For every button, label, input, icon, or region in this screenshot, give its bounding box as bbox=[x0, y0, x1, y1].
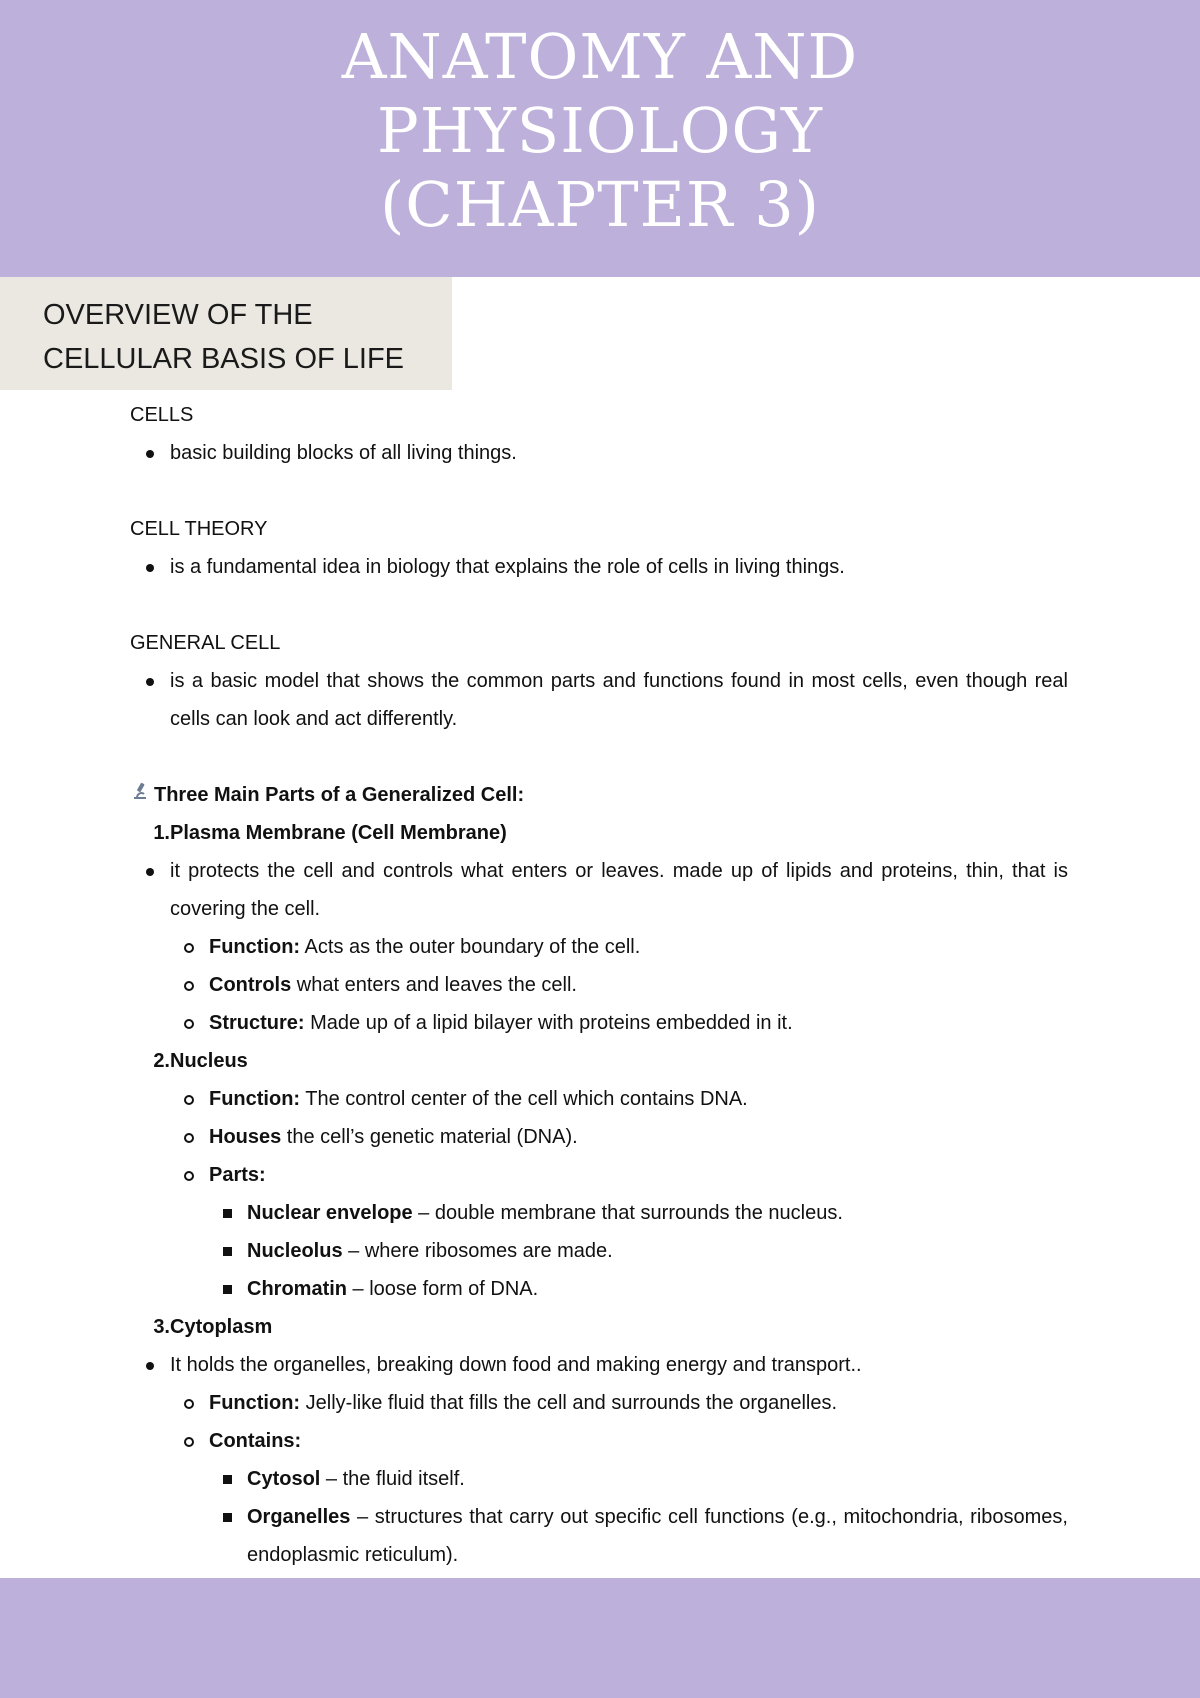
page-title bbox=[0, 20, 1200, 242]
list-item bbox=[130, 1270, 1068, 1308]
header-band bbox=[0, 0, 1200, 277]
nucleus-title: Nucleus bbox=[170, 1050, 248, 1072]
item-label: Nucleolus bbox=[247, 1240, 343, 1262]
numbered-item bbox=[130, 1308, 1068, 1346]
item-label: Function: bbox=[209, 936, 301, 958]
title-line: PHYSIOLOGY bbox=[377, 94, 823, 167]
bullet-circle-icon bbox=[184, 943, 194, 953]
numbered-item bbox=[130, 814, 1068, 852]
list-item bbox=[130, 662, 1068, 738]
microscope-icon bbox=[130, 776, 154, 814]
list-item-text: It holds the organelles, breaking down food and making energy and transport.. bbox=[170, 1354, 862, 1376]
cells-heading: CELLS bbox=[130, 404, 194, 426]
list-number: 3. bbox=[153, 1316, 170, 1338]
list-item bbox=[130, 1384, 1068, 1422]
list-item bbox=[130, 1232, 1068, 1270]
list-item bbox=[130, 852, 1068, 928]
numbered-item bbox=[130, 1042, 1068, 1080]
item-label: Controls bbox=[209, 974, 292, 996]
section-title bbox=[43, 293, 404, 381]
bullet-disc-icon bbox=[146, 450, 154, 458]
title-line: (CHAPTER 3) bbox=[380, 168, 820, 241]
parts-heading bbox=[130, 776, 1068, 814]
item-text: – the fluid itself. bbox=[320, 1468, 465, 1490]
parts-heading-text: Three Main Parts of a Generalized Cell: bbox=[154, 784, 525, 806]
item-label: Nuclear envelope bbox=[247, 1202, 413, 1224]
bullet-square-icon bbox=[223, 1513, 232, 1522]
bullet-circle-icon bbox=[184, 1019, 194, 1029]
item-text: – structures that carry out specific cell functions (e.g., mitochondria, ribosomes, endoplasmic reticulum). bbox=[247, 1506, 1068, 1566]
list-item bbox=[130, 966, 1068, 1004]
cell-theory-heading: CELL THEORY bbox=[130, 518, 268, 540]
item-text: Acts as the outer boundary of the cell. bbox=[300, 936, 641, 958]
item-text: The control center of the cell which contains DNA. bbox=[300, 1088, 748, 1110]
section-title-line: CELLULAR BASIS OF LIFE bbox=[43, 343, 405, 375]
bullet-square-icon bbox=[223, 1209, 232, 1218]
bullet-square-icon bbox=[223, 1285, 232, 1294]
list-item-text: is a fundamental idea in biology that explains the role of cells in living things. bbox=[170, 556, 845, 578]
bullet-square-icon bbox=[223, 1475, 232, 1484]
item-label: Function: bbox=[209, 1088, 301, 1110]
section-title-line: OVERVIEW OF THE bbox=[43, 299, 313, 331]
list-item bbox=[130, 1156, 1068, 1194]
cytoplasm-title: Cytoplasm bbox=[170, 1316, 273, 1338]
bullet-circle-icon bbox=[184, 1399, 194, 1409]
item-text: what enters and leaves the cell. bbox=[291, 974, 577, 996]
list-item bbox=[130, 1460, 1068, 1498]
item-label: Contains: bbox=[209, 1430, 302, 1452]
item-text: – loose form of DNA. bbox=[347, 1278, 539, 1300]
bullet-disc-icon bbox=[146, 564, 154, 572]
list-item bbox=[130, 1422, 1068, 1460]
bullet-disc-icon bbox=[146, 1362, 154, 1370]
general-cell-heading: GENERAL CELL bbox=[130, 632, 281, 654]
bullet-circle-icon bbox=[184, 1171, 194, 1181]
list-item-text: is a basic model that shows the common parts and functions found in most cells, even though real cells can look and act differently. bbox=[170, 670, 1068, 730]
list-item bbox=[130, 1346, 1068, 1384]
item-label: Cytosol bbox=[247, 1468, 321, 1490]
list-item bbox=[130, 928, 1068, 966]
bullet-circle-icon bbox=[184, 1095, 194, 1105]
item-label: Function: bbox=[209, 1392, 301, 1414]
item-label: Organelles bbox=[247, 1506, 351, 1528]
item-label: Houses bbox=[209, 1126, 282, 1148]
list-number: 1. bbox=[153, 822, 170, 844]
list-item-text: basic building blocks of all living things. bbox=[170, 442, 517, 464]
item-text: Jelly-like fluid that fills the cell and surrounds the organelles. bbox=[300, 1392, 838, 1414]
bullet-circle-icon bbox=[184, 1133, 194, 1143]
list-number: 2. bbox=[153, 1050, 170, 1072]
list-item bbox=[130, 1118, 1068, 1156]
list-item-text: it protects the cell and controls what enters or leaves. made up of lipids and proteins, thin, that is covering the cell. bbox=[170, 860, 1068, 920]
list-item bbox=[130, 1194, 1068, 1232]
plasma-membrane-title: Plasma Membrane (Cell Membrane) bbox=[170, 822, 507, 844]
item-text: – where ribosomes are made. bbox=[342, 1240, 613, 1262]
bullet-square-icon bbox=[223, 1247, 232, 1256]
list-item bbox=[130, 1080, 1068, 1118]
list-item bbox=[130, 1498, 1068, 1574]
bullet-disc-icon bbox=[146, 868, 154, 876]
item-text: – double membrane that surrounds the nucleus. bbox=[412, 1202, 843, 1224]
section-title-box bbox=[0, 277, 452, 390]
bullet-circle-icon bbox=[184, 1437, 194, 1447]
bullet-circle-icon bbox=[184, 981, 194, 991]
document-body bbox=[130, 396, 1068, 1574]
item-label: Structure: bbox=[209, 1012, 305, 1034]
footer-band bbox=[0, 1578, 1200, 1698]
item-text: Made up of a lipid bilayer with proteins embedded in it. bbox=[304, 1012, 793, 1034]
item-label: Chromatin bbox=[247, 1278, 347, 1300]
list-item bbox=[130, 434, 1068, 472]
item-label: Parts: bbox=[209, 1164, 266, 1186]
bullet-disc-icon bbox=[146, 678, 154, 686]
item-text: the cell’s genetic material (DNA). bbox=[281, 1126, 578, 1148]
title-line: ANATOMY AND bbox=[341, 20, 859, 93]
list-item bbox=[130, 1004, 1068, 1042]
list-item bbox=[130, 548, 1068, 586]
